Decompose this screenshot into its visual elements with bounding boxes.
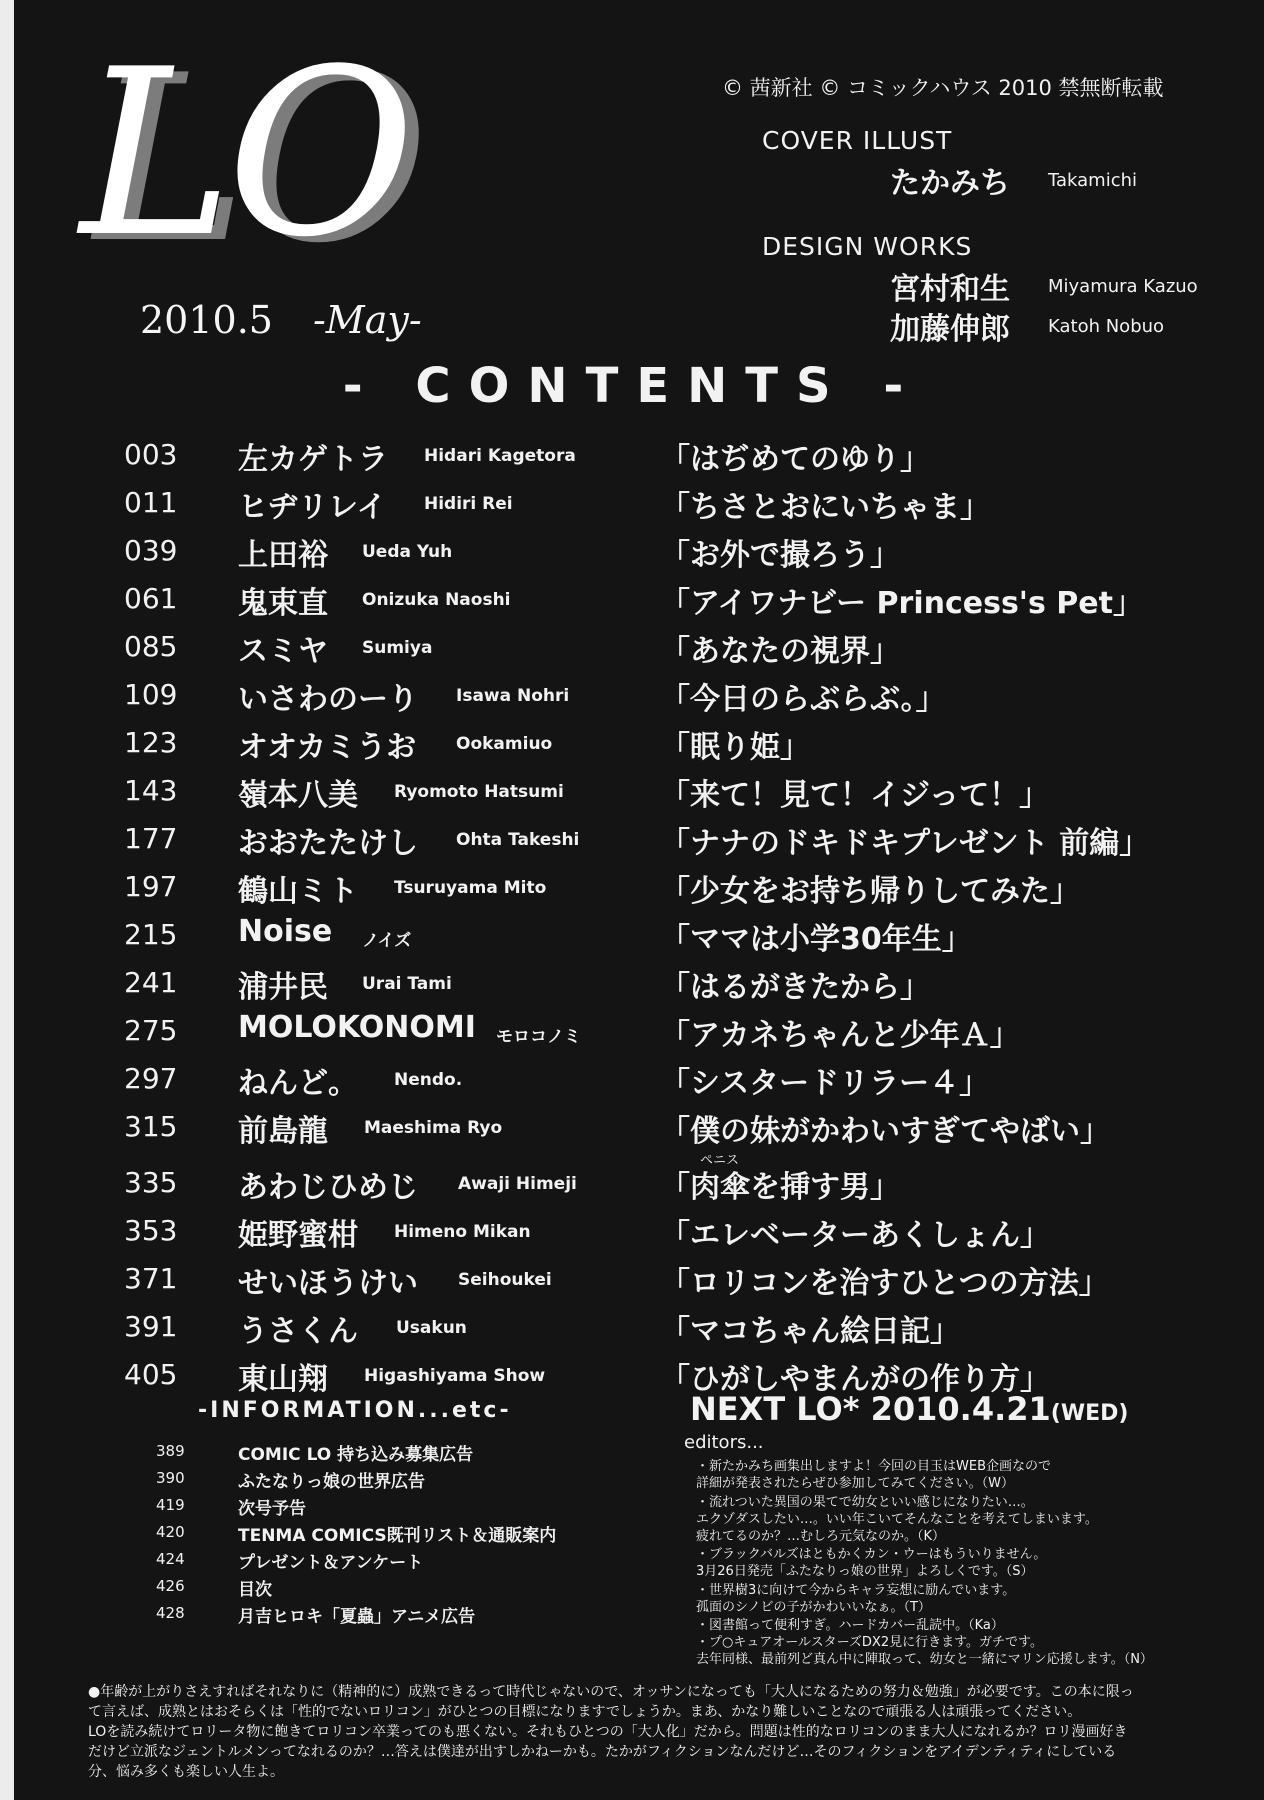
next-issue-text: NEXT LO* 2010.4.21 — [690, 1390, 1051, 1428]
toc-author: MOLOKONOMI — [238, 1010, 476, 1045]
toc-author: 前島龍 — [238, 1114, 328, 1149]
toc-title: 「アカネちゃんと少年Ａ」 — [660, 1018, 1020, 1053]
toc-page-number: 085 — [124, 630, 178, 663]
information-label: ふたなりっ娘の世界広告 — [238, 1472, 425, 1492]
toc-title: 「今日のらぶらぶ。」 — [660, 682, 946, 717]
issue-number: 2010.5 — [140, 298, 273, 342]
editor-note: ・新たかみち画集出しますよ！今回の目玉はWEB企画なので 詳細が発表されたらぜひ参加してみてください。（W） — [696, 1459, 1051, 1491]
toc-row — [0, 768, 1264, 812]
information-item — [0, 1469, 600, 1495]
information-label: 目次 — [238, 1580, 272, 1600]
information-page: 428 — [156, 1604, 185, 1622]
cover-illust-label: COVER ILLUST — [762, 126, 953, 155]
toc-row — [0, 864, 1264, 908]
cover-illust-name: たかみち — [890, 166, 1010, 201]
toc-page-number: 011 — [124, 486, 178, 519]
toc-author-romaji: Usakun — [396, 1318, 467, 1338]
editor-note: ・流れついた異国の果てで幼女といい感じになりたい…。 エクゾダスしたい…。いい年こいてそんなことを考えてしまいます。 疲れてるのか？…むしろ元気なのか。（K） — [696, 1495, 1098, 1544]
information-label: COMIC LO 持ち込み募集広告 — [238, 1445, 474, 1465]
toc-row — [0, 720, 1264, 764]
toc-title: 「アイワナビー Princess's Pet」 — [660, 586, 1143, 621]
toc-author: ヒヂリレイ — [238, 490, 387, 525]
toc-author: 東山翔 — [238, 1362, 328, 1397]
toc-author: うさくん — [238, 1314, 358, 1349]
toc-row — [0, 960, 1264, 1004]
toc-row — [0, 480, 1264, 524]
toc-title: 「ロリコンを治すひとつの方法」 — [660, 1266, 1109, 1301]
toc-author: 左カゲトラ — [238, 442, 388, 477]
toc-page-number: 109 — [124, 678, 178, 711]
toc-author-romaji: Nendo. — [394, 1070, 463, 1090]
information-heading: -INFORMATION...etc- — [198, 1398, 512, 1423]
toc-author-romaji: Ookamiuo — [456, 734, 553, 754]
editor-note: ・世界樹3に向けて今からキャラ妄想に励んでいます。 孤面のシノビの子がかわいいなぁ。（T） — [696, 1583, 1016, 1615]
toc-page-number: 297 — [124, 1062, 178, 1095]
footer-message: ●年齢が上がりさえすればそれなりに（精神的に）成熟できるって時代じゃないので、オッサンになっても「大人になるための努力＆勉強」が必要です。この本に限って言えば、成熟とはおそらくは「性的でないロリコン」がひとつの目標になりますでしょうか。まあ、かなり難しいことなので頑張る人は頑張ってください。 LOを読み続けてロリータ物に飽きてロリコン卒業ってのも悪くない。それもひとつの「大人化」だから。問題は性的なロリコンのまま大人になれるか？ロリ漫画好きだけど立派なジェントルメンってなれるのか？…答えは僕達が出すしかねーかも。たかがフィクションなんだけど…そのフィクションをアイデンティティにしている分、悩み多くも楽しい人生よ。 — [88, 1684, 1134, 1780]
information-item — [0, 1523, 600, 1549]
toc-page-number: 353 — [124, 1214, 178, 1247]
toc-author-romaji: Tsuruyama Mito — [394, 878, 547, 898]
designer-name-2: 加藤伸郎 — [890, 312, 1010, 347]
toc-row — [0, 624, 1264, 668]
information-label: 次号予告 — [238, 1499, 306, 1519]
toc-title: 「ひがしやまんがの作り方」 — [660, 1362, 1050, 1397]
toc-row — [0, 816, 1264, 860]
toc-author: 嶺本八美 — [238, 778, 358, 813]
next-issue-date — [690, 1390, 1128, 1428]
toc-author-romaji: Ryomoto Hatsumi — [394, 782, 564, 802]
toc-author-romaji: Isawa Nohri — [456, 686, 570, 706]
toc-author-romaji: Higashiyama Show — [364, 1366, 546, 1386]
toc-page-number: 371 — [124, 1262, 178, 1295]
toc-author: あわじひめじ — [238, 1170, 418, 1205]
contents-heading: - CONTENTS - — [342, 358, 922, 414]
toc-title: 「ママは小学30年生」 — [660, 922, 972, 957]
toc-row — [0, 1056, 1264, 1100]
information-item — [0, 1604, 600, 1630]
ruby-annotation: ペニス — [700, 1153, 740, 1168]
toc-title: 「僕の妹がかわいすぎてやばい」 — [660, 1114, 1110, 1149]
toc-author: 鬼束直 — [238, 586, 328, 621]
designer-roman-2: Katoh Nobuo — [1048, 316, 1165, 337]
toc-author: 鶴山ミト — [238, 874, 358, 909]
toc-author-romaji: Himeno Mikan — [394, 1222, 531, 1242]
toc-page-number: 315 — [124, 1110, 178, 1143]
editor-note: ・ブラックバルズはともかくカン・ウーはもういりません。 3月26日発売「ふたなりっ娘の世界」よろしくです。（S） — [696, 1547, 1047, 1579]
toc-page-number: 197 — [124, 870, 178, 903]
toc-row — [0, 1256, 1264, 1300]
toc-author: せいほうけい — [238, 1266, 418, 1301]
toc-page-number: 143 — [124, 774, 178, 807]
toc-row — [0, 576, 1264, 620]
editor-note: ・図書館って便利すぎ。ハードカバー乱読中。（Ka） — [696, 1618, 1004, 1633]
toc-author-romaji: モロコノミ — [496, 1027, 581, 1047]
information-page: 424 — [156, 1550, 185, 1568]
toc-author: スミヤ — [238, 634, 328, 669]
toc-author: 姫野蜜柑 — [238, 1218, 358, 1253]
toc-author-romaji: Sumiya — [362, 638, 433, 658]
editor-note: ・プ○キュアオールスターズDX2見に行きます。ガチです。 去年同様、最前列ど真ん中に陣取って、幼女と一緒にマリン応援します。（N） — [696, 1635, 1153, 1667]
information-page: 390 — [156, 1469, 185, 1487]
toc-title: 「お外で撮ろう」 — [660, 538, 900, 573]
information-label: プレゼント＆アンケート — [238, 1553, 424, 1573]
toc-title: 「はるがきたから」 — [660, 970, 930, 1005]
magazine-logo: LO — [80, 21, 410, 288]
information-page: 419 — [156, 1496, 185, 1514]
toc-row — [0, 1008, 1264, 1052]
toc-author-romaji: Seihoukei — [458, 1270, 552, 1290]
toc-author: おおたたけし — [238, 826, 418, 861]
next-issue-day: (WED) — [1050, 1401, 1129, 1426]
toc-author-romaji: ノイズ — [362, 931, 412, 951]
toc-title: 「ちさとおにいちゃま」 — [660, 490, 990, 525]
toc-page-number: 215 — [124, 918, 178, 951]
toc-author: 浦井民 — [238, 970, 328, 1005]
toc-page-number: 275 — [124, 1014, 178, 1047]
toc-row — [0, 1208, 1264, 1252]
toc-page-number: 241 — [124, 966, 178, 999]
editors-label: editors... — [684, 1432, 764, 1453]
toc-title: 「来て！見て！イジって！」 — [660, 778, 1050, 813]
information-label: 月吉ヒロキ「夏蟲」アニメ広告 — [238, 1607, 476, 1627]
toc-author: 上田裕 — [238, 538, 328, 573]
toc-author-romaji: Onizuka Naoshi — [362, 590, 511, 610]
toc-row — [0, 432, 1264, 476]
toc-page-number: 405 — [124, 1358, 178, 1391]
information-item — [0, 1442, 600, 1468]
toc-author-romaji: Hidiri Rei — [424, 494, 513, 514]
toc-author: ねんど。 — [238, 1066, 358, 1101]
toc-author-romaji: Maeshima Ryo — [364, 1118, 503, 1138]
toc-page-number: 391 — [124, 1310, 178, 1343]
toc-author: Noise — [238, 914, 333, 949]
toc-title: 「マコちゃん絵日記」 — [660, 1314, 960, 1349]
cover-illust-roman: Takamichi — [1048, 170, 1138, 191]
information-page: 426 — [156, 1577, 185, 1595]
toc-title: 「ナナのドキドキプレゼント 前編」 — [660, 826, 1150, 861]
toc-row — [0, 1104, 1264, 1148]
designer-name-1: 宮村和生 — [890, 272, 1010, 307]
copyright-notice: © 茜新社 © コミックハウス 2010 禁無断転載 — [722, 76, 1164, 100]
toc-row — [0, 912, 1264, 956]
issue-month: -May- — [312, 298, 422, 342]
toc-row — [0, 528, 1264, 572]
toc-page-number: 123 — [124, 726, 178, 759]
toc-page-number: 039 — [124, 534, 178, 567]
information-page: 420 — [156, 1523, 185, 1541]
information-item — [0, 1550, 600, 1576]
designer-roman-1: Miyamura Kazuo — [1048, 276, 1198, 297]
toc-title: 「眠り姫」 — [660, 730, 810, 765]
issue-date — [140, 298, 422, 342]
toc-page-number: 177 — [124, 822, 178, 855]
toc-author-romaji: Awaji Himeji — [458, 1174, 577, 1194]
design-works-label: DESIGN WORKS — [762, 232, 973, 261]
toc-author-romaji: Urai Tami — [362, 974, 452, 994]
toc-row — [0, 1160, 1264, 1204]
toc-author: いさわのーり — [238, 682, 418, 717]
toc-author: オオカミうお — [238, 730, 417, 765]
toc-title: 「はぢめてのゆり」 — [660, 442, 930, 477]
toc-title: 「あなたの視界」 — [660, 634, 900, 669]
toc-author-romaji: Hidari Kagetora — [424, 446, 576, 466]
toc-title: 「少女をお持ち帰りしてみた」 — [660, 874, 1080, 909]
toc-title: 「肉傘を挿す男」 — [660, 1170, 900, 1205]
toc-title: 「エレベーターあくしょん」 — [660, 1218, 1050, 1253]
information-item — [0, 1577, 600, 1603]
toc-author-romaji: Ueda Yuh — [362, 542, 453, 562]
information-label: TENMA COMICS既刊リスト＆通販案内 — [238, 1526, 557, 1546]
information-item — [0, 1496, 600, 1522]
toc-author-romaji: Ohta Takeshi — [456, 830, 580, 850]
toc-page-number: 003 — [124, 438, 178, 471]
toc-page-number: 061 — [124, 582, 178, 615]
toc-row — [0, 672, 1264, 716]
toc-page-number: 335 — [124, 1166, 178, 1199]
information-page: 389 — [156, 1442, 185, 1460]
toc-row — [0, 1304, 1264, 1348]
toc-title: 「シスタードリラー４」 — [660, 1066, 990, 1101]
